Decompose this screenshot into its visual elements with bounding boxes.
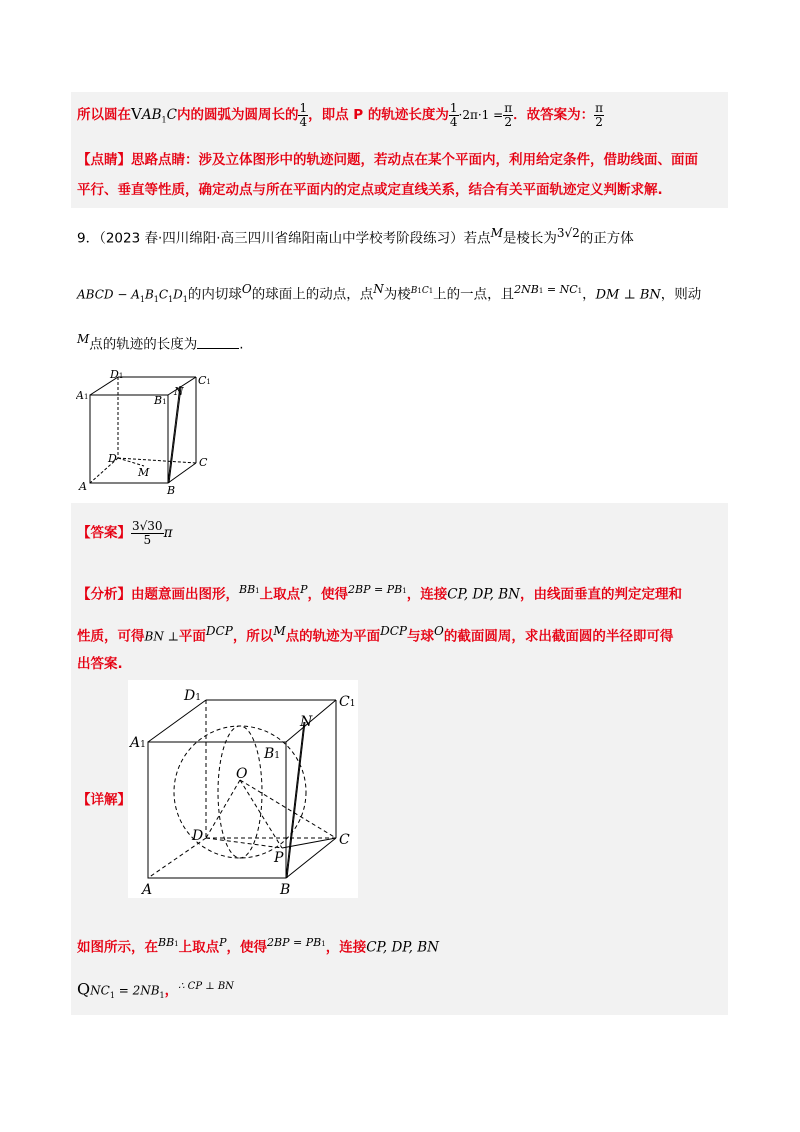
- detail-line-1: 如图所示，在$^{BB1}$上取点$^P$，使得$^{2BP = PB1}$，连接CP, DP, BN: [77, 936, 439, 956]
- question-9-line-1: 9．（2023 春·四川绵阳·高三四川省绵阳南山中学校考阶段练习）若点$^M$是棱长为$^{3√2}$的正方体: [77, 226, 634, 247]
- svg-text:A1: A1: [130, 735, 146, 751]
- svg-text:C: C: [339, 832, 350, 848]
- svg-text:B1: B1: [264, 746, 281, 762]
- svg-text:A: A: [142, 882, 153, 898]
- tip-line-2: 平行、垂直等性质，确定动点与所在平面内的定点或定直线关系，结合有关平面轨迹定义判断求解.: [77, 182, 663, 198]
- svg-text:P: P: [274, 850, 284, 866]
- svg-text:D1: D1: [110, 370, 124, 381]
- svg-text:B: B: [167, 484, 176, 496]
- answer-tag: 【答案】: [77, 525, 131, 541]
- svg-text:D: D: [108, 452, 117, 465]
- fraction-one-quarter-b: $\frac{1}{4}$: [449, 101, 458, 129]
- analysis-line-3: 出答案.: [77, 656, 123, 672]
- svg-text:D: D: [192, 828, 204, 844]
- question-9-line-2: ABCD − $A_1B_1C_1D_1$的内切球$^O$的球面上的动点，点$^N$为棱$^{B1C1}$上的一点，且$^{2NB1 = NC1}$，DM ⊥ BN，则动: [77, 282, 702, 305]
- svg-text:N: N: [300, 714, 313, 730]
- fraction-pi-half: $\frac{\pi}{2}$: [504, 101, 513, 129]
- answer-fraction: $\frac{3√30}{5}$: [132, 519, 163, 547]
- answer-line: 【答案】 $\frac{3√30}{5}$ π: [77, 519, 173, 547]
- svg-text:B1: B1: [154, 394, 167, 407]
- svg-text:C1: C1: [339, 694, 356, 710]
- analysis-tag: 【分析】: [77, 586, 131, 603]
- analysis-line-1: 【分析】由题意画出图形，$^{BB1}$上取点$^P$，使得$^{2BP = PB1}$，连接CP, DP, BN，由线面垂直的判定定理和: [77, 583, 682, 603]
- tip-line-1: 【点睛】思路点睛：涉及立体图形中的轨迹问题，若动点在某个平面内，利用给定条件，借助线面、面面: [77, 152, 698, 168]
- fraction-pi-half-answer: $\frac{\pi}{2}$: [595, 101, 603, 129]
- detail-line-2: $QNC_1 = 2NB_1$，$^{\therefore CP \perp BN}$: [77, 979, 234, 1001]
- answer-blank: [197, 334, 239, 349]
- detail-tag: 【详解】: [77, 792, 131, 808]
- svg-text:C1: C1: [198, 374, 211, 387]
- tip-tag: 【点睛】: [77, 152, 131, 168]
- question-9-line-3: $^M$点的轨迹的长度为 .: [77, 332, 244, 353]
- analysis-line-2: 性质，可得BN ⊥平面$^{DCP}$，所以$^M$点的轨迹为平面$^{DCP}$与球$^O$的截面圆周，求出截面圆的半径即可得: [77, 624, 674, 645]
- svg-text:M: M: [138, 466, 150, 479]
- cube-figure-small: [76, 370, 216, 496]
- svg-text:B: B: [280, 882, 291, 898]
- svg-text:N: N: [174, 385, 184, 398]
- cube-figure-large: [128, 680, 358, 898]
- svg-text:A: A: [79, 480, 87, 493]
- conclusion-line: 所以圆在$VAB_1C$内的圆弧为圆周长的 $\frac{1}{4}$ ，即点 P 的轨迹长度为 $\frac{1}{4}$ ·2π·1 = $\frac{\pi}{2}$ ．故答案为： $\frac{\pi}{2}$: [77, 101, 603, 129]
- svg-text:D1: D1: [184, 688, 201, 704]
- svg-text:C: C: [199, 456, 208, 469]
- fraction-one-quarter: $\frac{1}{4}$: [299, 101, 308, 129]
- svg-text:O: O: [236, 766, 248, 782]
- svg-text:A1: A1: [76, 389, 89, 402]
- detail-tag-line: [77, 790, 131, 810]
